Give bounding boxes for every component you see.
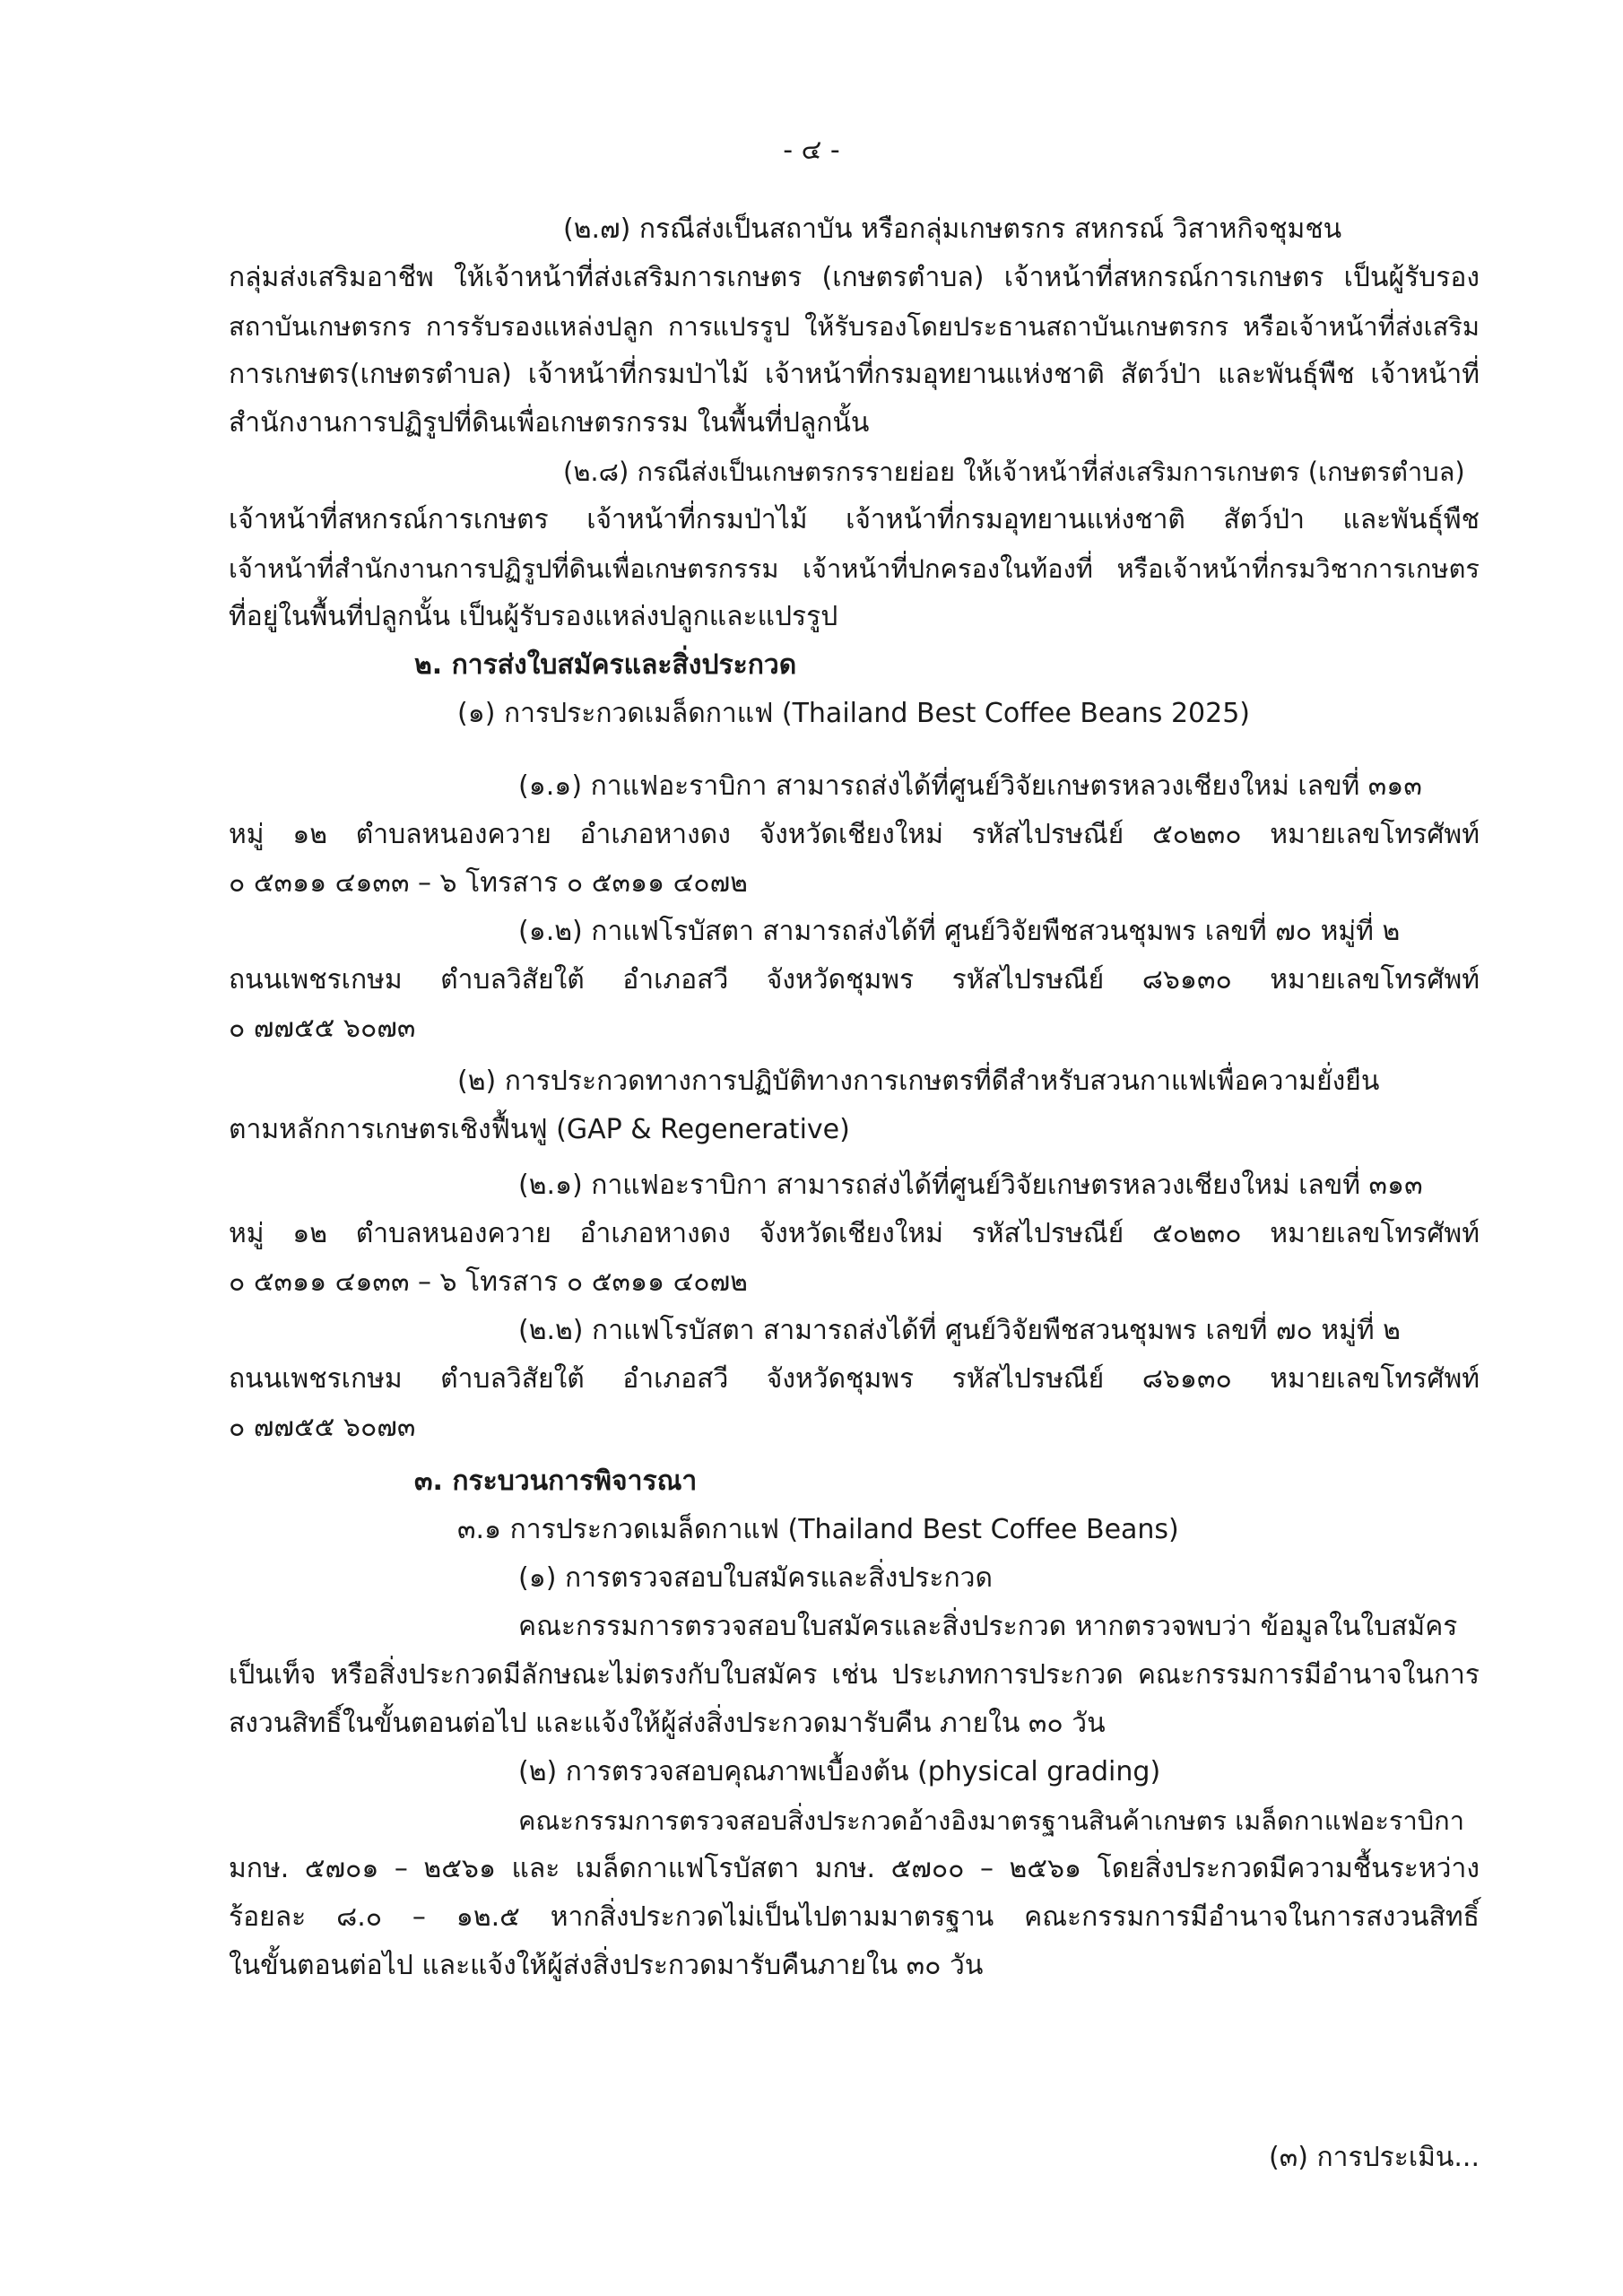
text-line: เจ้าหน้าที่สหกรณ์การเกษตร เจ้าหน้าที่กรมป่าไม้ เจ้าหน้าที่กรมอุทยานแห่งชาติ สัตว์ป่า และพันธุ์พืช [229, 504, 1480, 535]
text-line: กลุ่มส่งเสริมอาชีพ ให้เจ้าหน้าที่ส่งเสริมการเกษตร (เกษตรตำบล) เจ้าหน้าที่สหกรณ์การเกษตร เป็นผู้รับรอง [229, 262, 1480, 293]
text-line: ๐ ๗๗๕๕ ๖๐๗๓ [229, 1013, 416, 1044]
text-line: ร้อยละ ๘.๐ – ๑๒.๕ หากสิ่งประกวดไม่เป็นไปตามมาตรฐาน คณะกรรมการมีอำนาจในการสงวนสิทธิ์ [229, 1901, 1480, 1933]
text-line: คณะกรรมการตรวจสอบสิ่งประกวดอ้างอิงมาตรฐานสินค้าเกษตร เมล็ดกาแฟอะราบิกา [518, 1805, 1465, 1836]
text-line: (๒.๑) กาแฟอะราบิกา สามารถส่งได้ที่ศูนย์วิจัยเกษตรหลวงเชียงใหม่ เลขที่ ๓๑๓ [518, 1170, 1423, 1201]
text-line: ถนนเพชรเกษม ตำบลวิสัยใต้ อำเภอสวี จังหวัดชุมพร รหัสไปรษณีย์ ๘๖๑๓๐ หมายเลขโทรศัพท์ [229, 964, 1480, 996]
continuation-footer: (๓) การประเมิน... [1269, 2142, 1480, 2173]
text-line: สำนักงานการปฏิรูปที่ดินเพื่อเกษตรกรรม ในพื้นที่ปลูกนั้น [229, 407, 870, 439]
text-line: สถาบันเกษตรกร การรับรองแหล่งปลูก การแปรรูป ให้รับรองโดยประธานสถาบันเกษตรกร หรือเจ้าหน้าที่ส่งเสริม [229, 311, 1480, 342]
text-line: สงวนสิทธิ์ในขั้นตอนต่อไป และแจ้งให้ผู้ส่งสิ่งประกวดมารับคืน ภายใน ๓๐ วัน [229, 1708, 1106, 1739]
text-line: คณะกรรมการตรวจสอบใบสมัครและสิ่งประกวด หากตรวจพบว่า ข้อมูลในใบสมัคร [518, 1611, 1458, 1642]
page-number: - ๔ - [783, 135, 840, 166]
section-heading: ๓. กระบวนการพิจารณา [414, 1465, 698, 1497]
text-line: (๑) การประกวดเมล็ดกาแฟ (Thailand Best Coffee Beans 2025) [457, 698, 1251, 729]
text-line: (๒.๒) กาแฟโรบัสตา สามารถส่งได้ที่ ศูนย์วิจัยพืชสวนชุมพร เลขที่ ๗๐ หมู่ที่ ๒ [518, 1315, 1401, 1346]
text-line: หมู่ ๑๒ ตำบลหนองควาย อำเภอหางดง จังหวัดเชียงใหม่ รหัสไปรษณีย์ ๕๐๒๓๐ หมายเลขโทรศัพท์ [229, 1218, 1480, 1249]
text-line: ๓.๑ การประกวดเมล็ดกาแฟ (Thailand Best Coffee Beans) [457, 1514, 1179, 1545]
text-line: ๐ ๗๗๕๕ ๖๐๗๓ [229, 1412, 416, 1443]
section-heading: ๒. การส่งใบสมัครและสิ่งประกวด [414, 649, 797, 681]
text-line: เจ้าหน้าที่สำนักงานการปฏิรูปที่ดินเพื่อเกษตรกรรม เจ้าหน้าที่ปกครองในท้องที่ หรือเจ้าหน้าที่กรมวิชาการเกษตร [229, 553, 1480, 584]
text-line: ๐ ๕๓๑๑ ๔๑๓๓ – ๖ โทรสาร ๐ ๕๓๑๑ ๔๐๗๒ [229, 1266, 748, 1298]
text-line: มกษ. ๕๗๐๑ – ๒๕๖๑ และ เมล็ดกาแฟโรบัสตา มกษ. ๕๗๐๐ – ๒๕๖๑ โดยสิ่งประกวดมีความชื้นระหว่าง [229, 1853, 1480, 1884]
text-line: เป็นเท็จ หรือสิ่งประกวดมีลักษณะไม่ตรงกับใบสมัคร เช่น ประเภทการประกวด คณะกรรมการมีอำนาจในการ [229, 1659, 1480, 1691]
text-line: (๒) การตรวจสอบคุณภาพเบื้องต้น (physical grading) [518, 1756, 1161, 1787]
text-line: (๑) การตรวจสอบใบสมัครและสิ่งประกวด [518, 1562, 994, 1594]
text-line: ในขั้นตอนต่อไป และแจ้งให้ผู้ส่งสิ่งประกวดมารับคืนภายใน ๓๐ วัน [229, 1950, 984, 1981]
text-line: (๑.๑) กาแฟอะราบิกา สามารถส่งได้ที่ศูนย์วิจัยเกษตรหลวงเชียงใหม่ เลขที่ ๓๑๓ [518, 770, 1422, 802]
text-line: ถนนเพชรเกษม ตำบลวิสัยใต้ อำเภอสวี จังหวัดชุมพร รหัสไปรษณีย์ ๘๖๑๓๐ หมายเลขโทรศัพท์ [229, 1363, 1480, 1395]
text-line: (๒) การประกวดทางการปฏิบัติทางการเกษตรที่ดีสำหรับสวนกาแฟเพื่อความยั่งยืน [457, 1065, 1380, 1097]
text-line: การเกษตร(เกษตรตำบล) เจ้าหน้าที่กรมป่าไม้ เจ้าหน้าที่กรมอุทยานแห่งชาติ สัตว์ป่า และพันธุ์พืช เจ้าหน้าที่ [229, 359, 1480, 390]
text-line: หมู่ ๑๒ ตำบลหนองควาย อำเภอหางดง จังหวัดเชียงใหม่ รหัสไปรษณีย์ ๕๐๒๓๐ หมายเลขโทรศัพท์ [229, 819, 1480, 850]
text-line: (๒.๗) กรณีส่งเป็นสถาบัน หรือกลุ่มเกษตรกร สหกรณ์ วิสาหกิจชุมชน [563, 213, 1342, 245]
text-line: ตามหลักการเกษตรเชิงฟื้นฟู (GAP & Regenerative) [229, 1114, 850, 1145]
text-line: (๑.๒) กาแฟโรบัสตา สามารถส่งได้ที่ ศูนย์วิจัยพืชสวนชุมพร เลขที่ ๗๐ หมู่ที่ ๒ [518, 916, 1401, 947]
text-line: ที่อยู่ในพื้นที่ปลูกนั้น เป็นผู้รับรองแหล่งปลูกและแปรรูป [229, 601, 838, 632]
text-line: ๐ ๕๓๑๑ ๔๑๓๓ – ๖ โทรสาร ๐ ๕๓๑๑ ๔๐๗๒ [229, 867, 748, 899]
text-line: (๒.๘) กรณีส่งเป็นเกษตรกรรายย่อย ให้เจ้าหน้าที่ส่งเสริมการเกษตร (เกษตรตำบล) [563, 457, 1465, 487]
